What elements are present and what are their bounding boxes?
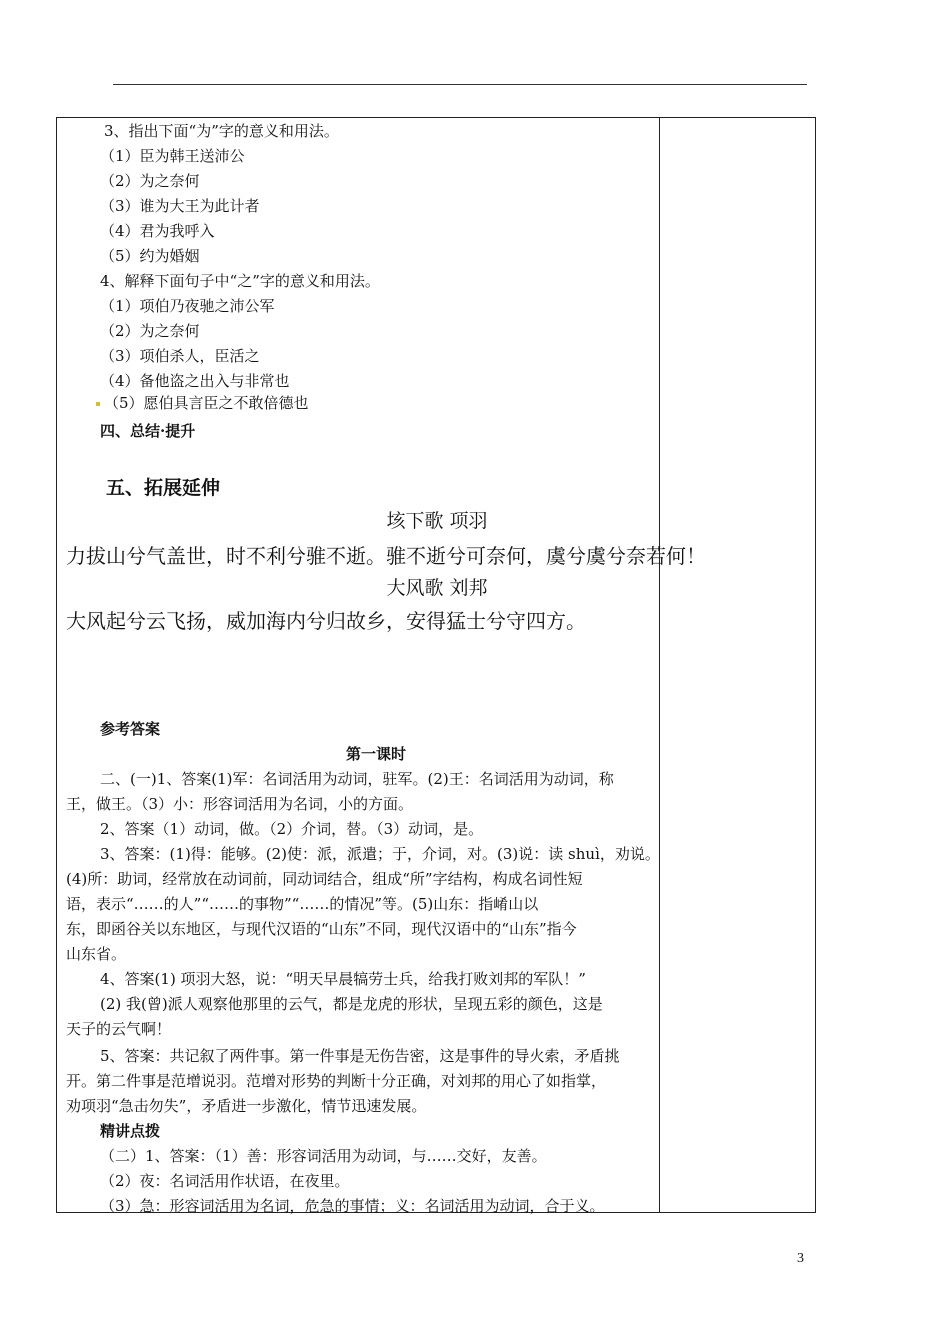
answer-line: 东，即函谷关以东地区，与现代汉语的“山东”不同，现代汉语中的“山东”指今 <box>66 920 577 938</box>
q3-title: 3、指出下面“为”字的意义和用法。 <box>104 122 339 140</box>
answers-heading: 参考答案 <box>100 720 161 738</box>
poem-1-text: 力拔山兮气盖世，时不利兮骓不逝。骓不逝兮可奈何，虞兮虞兮奈若何！ <box>66 544 706 568</box>
poem-2-title: 大风歌 刘邦 <box>386 577 488 599</box>
q3-item-5: （5）约为婚姻 <box>100 247 200 265</box>
q4-item-3: （3）项伯杀人，臣活之 <box>100 347 260 365</box>
answer-line: (2) 我(曾)派人观察他那里的云气，都是龙虎的形状，呈现五彩的颜色，这是 <box>100 995 603 1013</box>
answer-line: 开。第二件事是范增说羽。范增对形势的判断十分正确，对刘邦的用心了如指掌， <box>66 1072 607 1090</box>
q3-item-4: （4）君为我呼入 <box>100 222 215 240</box>
answer-line: 劝项羽“急击勿失”，矛盾进一步激化，情节迅速发展。 <box>66 1097 427 1115</box>
subheading-explanation: 精讲点拨 <box>100 1122 161 1140</box>
answer-line: 4、答案(1) 项羽大怒，说：“明天早晨犒劳士兵，给我打败刘邦的军队！” <box>100 970 586 988</box>
poem-1-title: 垓下歌 项羽 <box>386 510 488 532</box>
q4-item-4: （4）备他盗之出入与非常也 <box>100 372 290 390</box>
answer-line: 3、答案：(1)得：能够。(2)使：派，派遣；于，介词，对。(3)说：读 shuì，劝说。 <box>100 845 660 863</box>
header-rule <box>113 84 807 85</box>
section-5-heading: 五、拓展延伸 <box>106 477 221 499</box>
q4-item-2: （2）为之奈何 <box>100 322 200 340</box>
q3-item-2: （2）为之奈何 <box>100 172 200 190</box>
poem-2-text: 大风起兮云飞扬，威加海内兮归故乡，安得猛士兮守四方。 <box>66 609 586 633</box>
q4-item-1: （1）项伯乃夜驰之沛公军 <box>100 297 275 315</box>
q3-item-3: （3）谁为大王为此计者 <box>100 197 260 215</box>
answer-line: 二、(一)1、答案(1)军：名词活用为动词，驻军。(2)王：名词活用为动词，称 <box>100 770 614 788</box>
answer-line: （3）急：形容词活用为名词，危急的事情；义：名词活用为动词，合于义。 <box>100 1197 605 1215</box>
q4-title: 4、解释下面句子中“之”字的意义和用法。 <box>100 272 380 290</box>
lesson-title: 第一课时 <box>345 745 406 763</box>
answer-line: 2、答案（1）动词，做。（2）介词，替。（3）动词，是。 <box>100 820 484 838</box>
answer-line: 王，做王。（3）小：形容词活用为名词，小的方面。 <box>66 795 414 813</box>
column-divider <box>659 118 660 1212</box>
answer-line: 天子的云气啊！ <box>66 1020 172 1038</box>
q4-item-5: （5）愿伯具言臣之不敢倍德也 <box>104 394 309 412</box>
answer-line: 山东省。 <box>66 945 127 963</box>
answer-line: （2）夜：名词活用作状语，在夜里。 <box>100 1172 350 1190</box>
answer-line: （二）1、答案：（1）善：形容词活用为动词，与……交好，友善。 <box>100 1147 547 1165</box>
answer-line: (4)所：助词，经常放在动词前，同动词结合，组成“所”字结构，构成名词性短 <box>66 870 583 888</box>
page-number: 3 <box>797 1251 804 1266</box>
q3-item-1: （1）臣为韩王送沛公 <box>100 147 245 165</box>
answer-line: 5、答案：共记叙了两件事。第一件事是无伤告密，这是事件的导火索，矛盾挑 <box>100 1047 620 1065</box>
decorative-dot <box>96 402 100 406</box>
section-4-heading: 四、总结·提升 <box>100 422 196 440</box>
answer-line: 语，表示“……的人”“……的事物”“……的情况”等。(5)山东：指崤山以 <box>66 895 539 913</box>
